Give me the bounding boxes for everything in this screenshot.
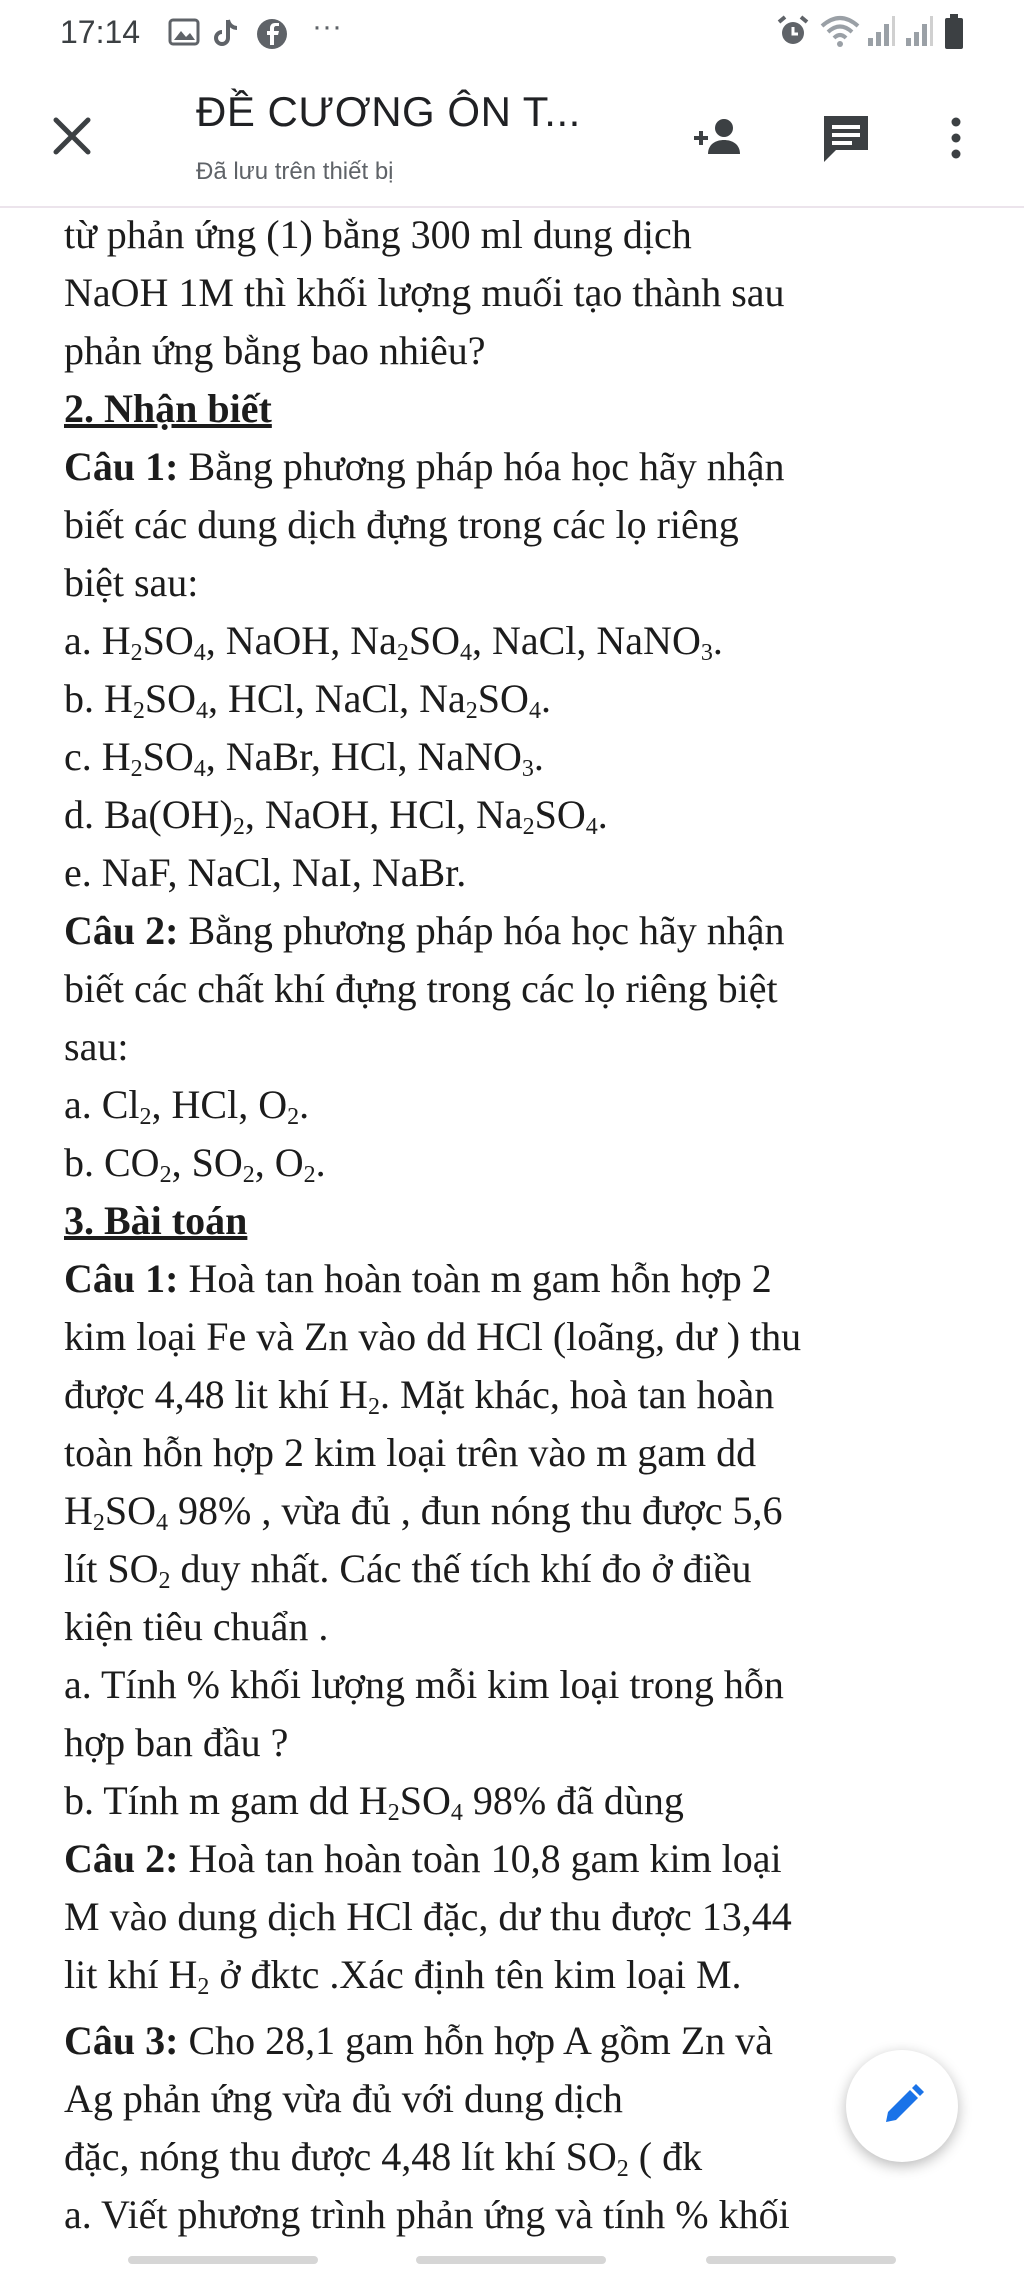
text-line: biết các chất khí đựng trong các lọ riêng biệt [64,966,778,1011]
text-line: sau: [64,1024,129,1069]
option-line: b. $CO_2$, $SO_2$, $O_2$. [64,1140,326,1188]
facebook-icon [256,18,288,50]
text-line: toàn hỗn hợp 2 kim loại trên vào m gam dd [64,1430,757,1475]
text-line: được 4,48 lit khí $H_2$. Mặt khác, hoà tan hoàn [64,1372,775,1420]
option-line: a. $Cl_2$, HCl, $O_2$. [64,1082,310,1130]
document-content [64,206,1004,2244]
question-label: Câu 2: [64,908,179,953]
option-line: c. $H_2SO_4$, NaBr, HCl, NaNO$_3$. [64,734,544,782]
more-options-icon[interactable] [926,108,986,168]
alarm-icon [776,14,810,48]
text-line: biết các dung dịch đựng trong các lọ riêng [64,502,739,547]
question-line: Câu 2: Hoà tan hoàn toàn 10,8 gam kim loại [64,1836,782,1881]
option-line: a. $H_2SO_4$, NaOH, $Na_2SO_4$, NaCl, NaNO$_3$. [64,618,723,666]
text-line: biệt sau: [64,560,199,605]
section-heading-recognition: 2. Nhận biết [64,386,272,431]
text-line: phản ứng bằng bao nhiêu? [64,328,486,373]
text-line: lit khí $H_2$ ở đktc .Xác định tên kim loại M. [64,1952,742,2000]
text-line: lít $SO_2$ duy nhất. Các thế tích khí đo ở điều [64,1546,752,1594]
question-label: Câu 1: [64,444,179,489]
nav-hint [128,2256,318,2264]
option-line: b. $H_2SO_4$, HCl, NaCl, $Na_2SO_4$. [64,676,551,724]
text-line: M vào dung dịch HCl đặc, dư thu được 13,44 [64,1894,792,1939]
question-label: Câu 1: [64,1256,179,1301]
question-line: Câu 2: Bằng phương pháp hóa học hãy nhận [64,908,785,953]
text-line: đặc, nóng thu được 4,48 lít khí $SO_2$ ( đk [64,2134,703,2182]
signal-icon [866,14,896,48]
question-label: Câu 3: [64,2018,179,2063]
close-icon[interactable] [42,106,102,166]
pencil-icon [876,2080,928,2132]
edit-fab-button[interactable] [846,2050,958,2162]
gallery-icon [168,18,200,46]
saved-on-device-label: Đã lưu trên thiết bị [196,158,394,185]
text-line: kiện tiêu chuẩn . [64,1604,329,1649]
option-line: e. NaF, NaCl, NaI, NaBr. [64,850,467,895]
question-line: Câu 1: Bằng phương pháp hóa học hãy nhận [64,444,785,489]
document-title: ĐỀ CƯƠNG ÔN T... [196,88,581,135]
text-line: a. Viết phương trình phản ứng và tính % khối [64,2192,790,2237]
status-time: 17:14 [60,14,141,50]
status-bar [0,0,1024,66]
text-line: a. Tính % khối lượng mỗi kim loại trong hỗn [64,1662,784,1707]
question-line: Câu 1: Hoà tan hoàn toàn m gam hỗn hợp 2 [64,1256,772,1301]
question-label: Câu 2: [64,1836,179,1881]
add-person-icon[interactable] [688,108,748,168]
text-line: hợp ban đầu ? [64,1720,289,1765]
question-line: Câu 3: Cho 28,1 gam hỗn hợp A gồm Zn và [64,2018,773,2063]
text-line: b. Tính m gam dd $H_2SO_4$ 98% đã dùng [64,1778,684,1826]
more-icon: ··· [312,10,342,43]
text-line: $H_2SO_4$ 98% , vừa đủ , đun nóng thu được 5,6 [64,1488,783,1536]
text-line: kim loại Fe và Zn vào dd HCl (loãng, dư ) thu [64,1314,802,1359]
text-line: Ag phản ứng vừa đủ với dung dịch [64,2076,623,2121]
nav-hint [416,2256,606,2264]
app-bar [0,66,1024,208]
tiktok-icon [214,18,240,48]
nav-hint [706,2256,896,2264]
signal-icon [904,14,934,48]
section-heading-problems: 3. Bài toán [64,1198,248,1243]
option-line: d. $Ba(OH)_2$, NaOH, HCl, $Na_2SO_4$. [64,792,608,840]
wifi-icon [820,14,860,48]
text-line: NaOH 1M thì khối lượng muối tạo thành sau [64,270,785,315]
battery-icon [944,14,964,50]
comment-icon[interactable] [816,108,876,168]
text-line: từ phản ứng (1) bằng 300 ml dung dịch [64,212,692,257]
